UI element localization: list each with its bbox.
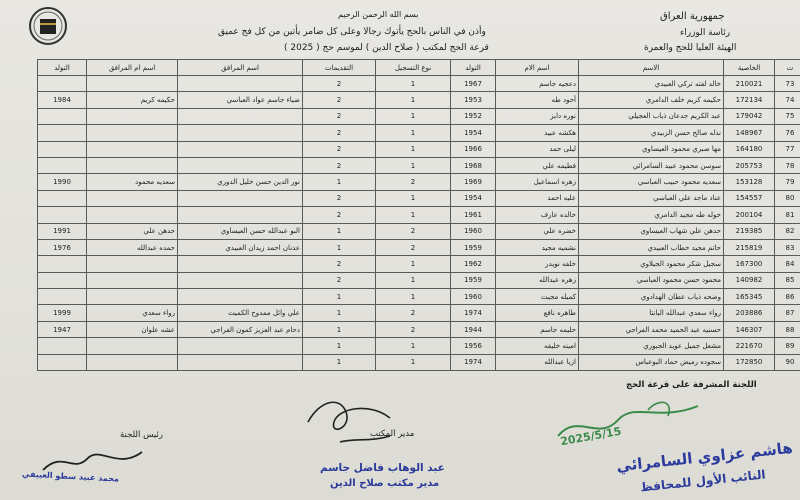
header-ministry: رئاسة الوزراء [680, 28, 731, 38]
col-name: الاسم [579, 60, 724, 76]
cell-name: حسنيه عبد الحميد محمد الفراجي [579, 321, 724, 337]
cell-seq: 73 [775, 76, 800, 92]
cell-seq: 86 [775, 289, 800, 305]
cell-seq: 74 [775, 92, 800, 108]
cell-companion: عدنان احمد زيدان العبيدي [178, 239, 303, 255]
cell-reg-type: 2 [376, 174, 451, 190]
cell-birth: 1959 [451, 272, 496, 288]
cell-centre: 153128 [724, 174, 775, 190]
cell-centre: 154557 [724, 190, 775, 206]
cell-submissions: 2 [303, 108, 376, 124]
lottery-table [37, 59, 800, 371]
cell-companion-mother [87, 141, 178, 157]
cell-reg-type: 1 [376, 190, 451, 206]
cell-name: عناد ماجد علي العباسي [579, 190, 724, 206]
cell-companion-mother [87, 256, 178, 272]
cell-submissions: 2 [303, 157, 376, 173]
cell-submissions: 2 [303, 272, 376, 288]
cell-centre: 219385 [724, 223, 775, 239]
cell-companion [178, 190, 303, 206]
cell-companion-birth: 1984 [38, 92, 87, 108]
cell-seq: 90 [775, 354, 800, 370]
cell-seq: 81 [775, 207, 800, 223]
header-subtitle: قرعة الحج لمكتب ( صلاح الدين ) لموسم حج ( 2025 ) [284, 43, 489, 53]
manager-signature [300, 392, 400, 452]
cell-companion-birth [38, 125, 87, 141]
cell-submissions: 2 [303, 76, 376, 92]
cell-companion [178, 108, 303, 124]
cell-companion-birth: 1976 [38, 239, 87, 255]
cell-submissions: 1 [303, 239, 376, 255]
table-row [38, 207, 800, 223]
cell-companion-mother [87, 125, 178, 141]
cell-reg-type: 1 [376, 272, 451, 288]
cell-reg-type: 1 [376, 125, 451, 141]
cell-birth: 1959 [451, 239, 496, 255]
cell-centre: 167300 [724, 256, 775, 272]
cell-companion [178, 207, 303, 223]
cell-companion [178, 256, 303, 272]
cell-centre: 140982 [724, 272, 775, 288]
cell-companion-mother: حدهن علي [87, 223, 178, 239]
cell-companion: البو عبدالله حسن العيساوي [178, 223, 303, 239]
header-country: جمهورية العراق [660, 11, 725, 22]
cell-companion-mother [87, 190, 178, 206]
cell-companion-birth [38, 141, 87, 157]
kaaba-logo-icon [28, 6, 68, 46]
cell-birth: 1974 [451, 354, 496, 370]
cell-mother: زهره اسماعيل [496, 174, 579, 190]
cell-centre: 172134 [724, 92, 775, 108]
cell-centre: 146307 [724, 321, 775, 337]
cell-mother: فطيمه علي [496, 157, 579, 173]
cell-reg-type: 1 [376, 354, 451, 370]
cell-submissions: 2 [303, 125, 376, 141]
table-header-row [38, 60, 800, 76]
table-row [38, 354, 800, 370]
cell-submissions: 1 [303, 289, 376, 305]
cell-companion-mother [87, 289, 178, 305]
cell-mother: أحود طه [496, 92, 579, 108]
cell-reg-type: 1 [376, 141, 451, 157]
deputy-signature-title: النائب الأول للمحافظ [639, 467, 767, 495]
header-basmala: بسم الله الرحمن الرحيم [338, 10, 419, 19]
cell-birth: 1962 [451, 256, 496, 272]
cell-reg-type: 1 [376, 76, 451, 92]
cell-name: سجوده رميض حماد البوعباس [579, 354, 724, 370]
table-row [38, 289, 800, 305]
cell-centre: 165345 [724, 289, 775, 305]
cell-companion: نور الدين حسن خليل الدوري [178, 174, 303, 190]
cell-mother: ليلى حمد [496, 141, 579, 157]
cell-name: خالد لفته تركي العبيدي [579, 76, 724, 92]
cell-companion-birth [38, 157, 87, 173]
cell-birth: 1961 [451, 207, 496, 223]
table-row [38, 157, 800, 173]
cell-mother: طاهره نافع [496, 305, 579, 321]
cell-companion [178, 272, 303, 288]
cell-companion-birth: 1991 [38, 223, 87, 239]
cell-companion [178, 289, 303, 305]
cell-reg-type: 1 [376, 207, 451, 223]
committee-head-stamp: محمد عبيد سطو العبيفي [21, 469, 120, 484]
cell-centre: 203886 [724, 305, 775, 321]
table-row [38, 321, 800, 337]
table-row [38, 272, 800, 288]
cell-companion-mother [87, 157, 178, 173]
cell-submissions: 2 [303, 141, 376, 157]
cell-seq: 75 [775, 108, 800, 124]
cell-companion-birth: 1990 [38, 174, 87, 190]
cell-companion-mother [87, 207, 178, 223]
cell-companion-mother: حمده عبدالله [87, 239, 178, 255]
table-row [38, 141, 800, 157]
cell-mother: ازيا عبدالله [496, 354, 579, 370]
cell-mother: حليمه جاسم [496, 321, 579, 337]
cell-seq: 83 [775, 239, 800, 255]
cell-seq: 78 [775, 157, 800, 173]
cell-mother: عليه احمد [496, 190, 579, 206]
table-row [38, 174, 800, 190]
cell-name: حدهن علي شهاب العيساوي [579, 223, 724, 239]
cell-reg-type: 1 [376, 256, 451, 272]
cell-reg-type: 1 [376, 289, 451, 305]
table-row [38, 76, 800, 92]
table-row [38, 223, 800, 239]
table-row [38, 338, 800, 354]
col-companion-mother: اسم ام المرافق [87, 60, 178, 76]
cell-centre: 148967 [724, 125, 775, 141]
cell-name: خوله طه مجيد الدامري [579, 207, 724, 223]
cell-birth: 1968 [451, 157, 496, 173]
cell-seq: 76 [775, 125, 800, 141]
cell-submissions: 1 [303, 321, 376, 337]
cell-companion-birth [38, 207, 87, 223]
table-row [38, 190, 800, 206]
cell-reg-type: 1 [376, 92, 451, 108]
cell-companion-birth [38, 272, 87, 288]
cell-seq: 80 [775, 190, 800, 206]
cell-mother: هكشه عبيد [496, 125, 579, 141]
cell-companion-birth: 1947 [38, 321, 87, 337]
col-centre: الخاصية [724, 60, 775, 76]
cell-mother: كميله مجيت [496, 289, 579, 305]
cell-name: عبد الكريم جدعان ذياب العجيلي [579, 108, 724, 124]
cell-mother: دعجيه جاسم [496, 76, 579, 92]
table-row [38, 92, 800, 108]
table-row [38, 239, 800, 255]
cell-name: محمود حسن محمود العباسي [579, 272, 724, 288]
cell-birth: 1954 [451, 125, 496, 141]
committee-head-label: رئيس اللجنة [120, 430, 163, 440]
header-verse: وأذن في الناس بالحج يأتوك رجالا وعلى كل ضامر يأتين من كل فج عميق [218, 27, 486, 37]
cell-submissions: 2 [303, 207, 376, 223]
cell-birth: 1960 [451, 289, 496, 305]
cell-companion-mother [87, 338, 178, 354]
cell-submissions: 2 [303, 190, 376, 206]
cell-name: سوسن محمود عبيد السامرائي [579, 157, 724, 173]
cell-companion-birth [38, 76, 87, 92]
cell-companion-mother: سعديه محمود [87, 174, 178, 190]
cell-seq: 88 [775, 321, 800, 337]
cell-reg-type: 1 [376, 338, 451, 354]
cell-companion-birth [38, 108, 87, 124]
cell-companion-mother [87, 108, 178, 124]
cell-companion-mother: رواء سعدي [87, 305, 178, 321]
cell-mother: زهره عبدالله [496, 272, 579, 288]
green-date: 2025/5/15 [559, 424, 623, 449]
cell-submissions: 2 [303, 92, 376, 108]
cell-centre: 221670 [724, 338, 775, 354]
cell-seq: 84 [775, 256, 800, 272]
cell-submissions: 2 [303, 256, 376, 272]
cell-companion [178, 141, 303, 157]
cell-companion-mother [87, 76, 178, 92]
col-mother: اسم الام [496, 60, 579, 76]
cell-name: حكيمه كريم خلف الدامري [579, 92, 724, 108]
table-row [38, 256, 800, 272]
cell-submissions: 1 [303, 305, 376, 321]
cell-companion-birth [38, 354, 87, 370]
cell-name: وضحه ذياب عطان الهدادوي [579, 289, 724, 305]
stamp-name: عبد الوهاب فاضل جاسم [320, 462, 445, 474]
cell-companion: دحام عبد العزيز كمون الفراجي [178, 321, 303, 337]
cell-reg-type: 2 [376, 239, 451, 255]
cell-centre: 210021 [724, 76, 775, 92]
header-authority: الهيئة العليا للحج والعمرة [644, 43, 737, 53]
cell-birth: 1953 [451, 92, 496, 108]
deputy-signature-name: هاشم عزاوي السامرائي [615, 438, 794, 476]
cell-reg-type: 2 [376, 223, 451, 239]
col-companion-birth: التولد [38, 60, 87, 76]
cell-centre: 205753 [724, 157, 775, 173]
cell-name: سعديه محمود حبيب العباسي [579, 174, 724, 190]
col-reg-type: نوع التسجيل [376, 60, 451, 76]
cell-seq: 77 [775, 141, 800, 157]
cell-seq: 87 [775, 305, 800, 321]
table-body [38, 76, 800, 371]
cell-companion-birth [38, 338, 87, 354]
cell-mother: نشميه مجيد [496, 239, 579, 255]
cell-centre: 215819 [724, 239, 775, 255]
cell-companion [178, 125, 303, 141]
cell-birth: 1974 [451, 305, 496, 321]
cell-name: رواء سعدي عبدالله البانتا [579, 305, 724, 321]
cell-submissions: 1 [303, 354, 376, 370]
cell-mother: نوره دايز [496, 108, 579, 124]
cell-companion [178, 354, 303, 370]
cell-companion [178, 338, 303, 354]
cell-name: سجيل شكر محمود الجيلاوي [579, 256, 724, 272]
cell-centre: 172850 [724, 354, 775, 370]
cell-companion: ضياء جاسم عواد العباسي [178, 92, 303, 108]
cell-mother: خلفه نويدر [496, 256, 579, 272]
cell-reg-type: 2 [376, 321, 451, 337]
cell-reg-type: 2 [376, 305, 451, 321]
cell-reg-type: 1 [376, 108, 451, 124]
table-row [38, 305, 800, 321]
cell-reg-type: 1 [376, 157, 451, 173]
cell-companion [178, 157, 303, 173]
table-row [38, 108, 800, 124]
cell-mother: خالده عارف [496, 207, 579, 223]
cell-birth: 1967 [451, 76, 496, 92]
cell-centre: 164180 [724, 141, 775, 157]
cell-centre: 200104 [724, 207, 775, 223]
cell-submissions: 1 [303, 174, 376, 190]
committee-label: اللجنة المشرفة على قرعة الحج [626, 380, 757, 390]
cell-submissions: 1 [303, 223, 376, 239]
col-companion: اسم المرافق [178, 60, 303, 76]
col-birth: التولد [451, 60, 496, 76]
cell-birth: 1956 [451, 338, 496, 354]
cell-seq: 82 [775, 223, 800, 239]
cell-companion-mother: حكيمه كريم [87, 92, 178, 108]
cell-birth: 1944 [451, 321, 496, 337]
col-submissions: التقديمات [303, 60, 376, 76]
cell-name: مها صبري محمود العيساوي [579, 141, 724, 157]
cell-companion-birth [38, 289, 87, 305]
cell-submissions: 1 [303, 338, 376, 354]
cell-companion-birth: 1999 [38, 305, 87, 321]
cell-companion [178, 76, 303, 92]
cell-name: حاتم مجيد خطاب العبيدي [579, 239, 724, 255]
office-manager-label: مدير المكتب [370, 429, 415, 439]
cell-birth: 1954 [451, 190, 496, 206]
cell-birth: 1960 [451, 223, 496, 239]
cell-mother: خضره علي [496, 223, 579, 239]
cell-birth: 1969 [451, 174, 496, 190]
cell-companion-mother [87, 272, 178, 288]
cell-birth: 1966 [451, 141, 496, 157]
cell-companion-birth [38, 256, 87, 272]
cell-centre: 179042 [724, 108, 775, 124]
cell-companion-birth [38, 190, 87, 206]
cell-companion-mother [87, 354, 178, 370]
cell-companion-mother: عشه علوان [87, 321, 178, 337]
cell-companion: علي وائل ممدوح الكميت [178, 305, 303, 321]
stamp-title: مدير مكتب صلاح الدين [330, 478, 440, 489]
cell-name: نذله صالح حسن الزبيدي [579, 125, 724, 141]
table-row [38, 125, 800, 141]
cell-name: مشعل جميل عويد الجبوري [579, 338, 724, 354]
cell-birth: 1952 [451, 108, 496, 124]
cell-seq: 85 [775, 272, 800, 288]
col-seq: ت [775, 60, 800, 76]
cell-seq: 79 [775, 174, 800, 190]
cell-seq: 89 [775, 338, 800, 354]
cell-mother: امينه خليفه [496, 338, 579, 354]
